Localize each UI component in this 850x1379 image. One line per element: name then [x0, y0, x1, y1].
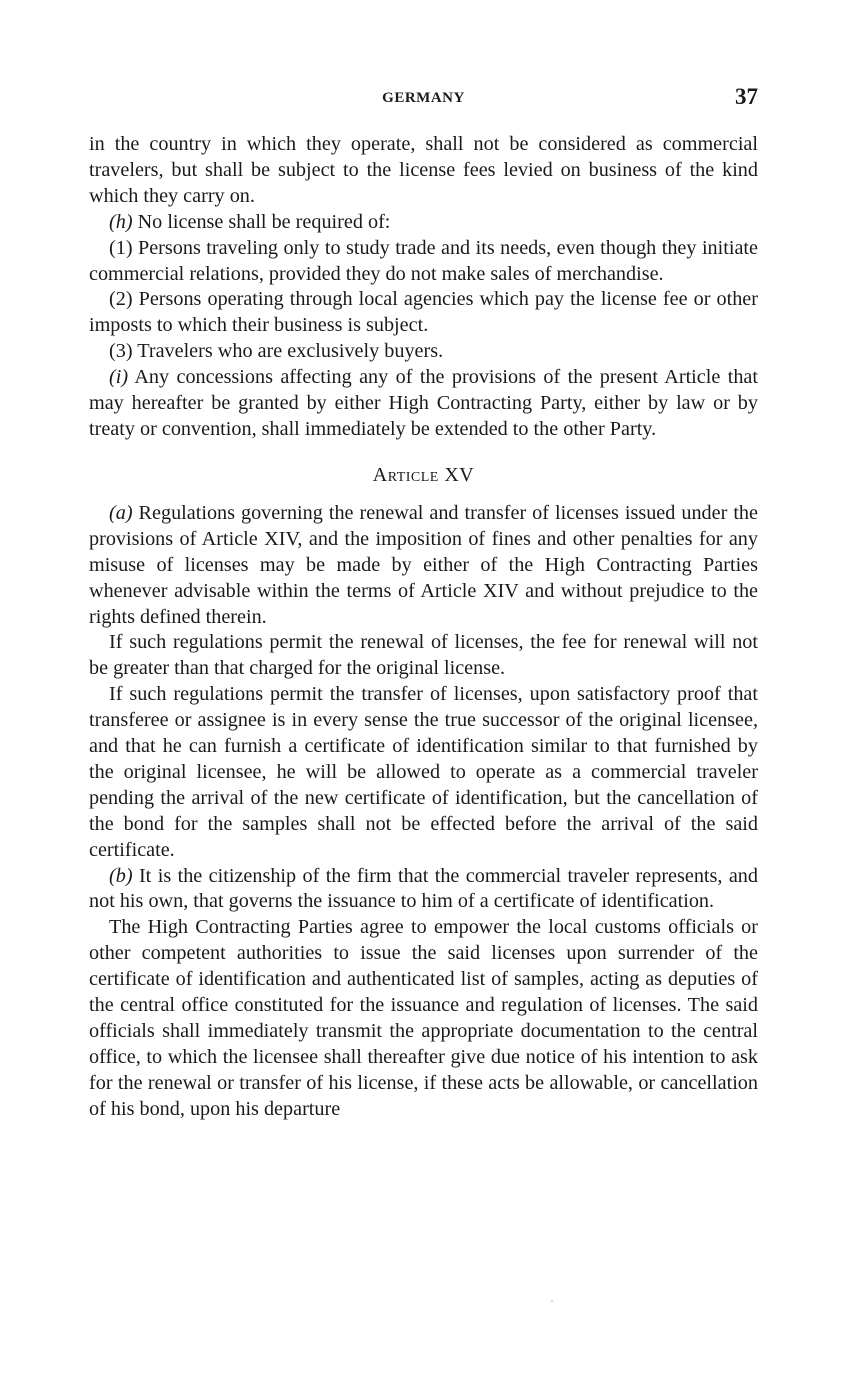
running-title: GERMANY — [382, 90, 465, 106]
page-number: 37 — [735, 84, 758, 109]
paragraph: If such regulations permit the renewal of licenses, the fee for renewal will not be greater than that charged for the original license. — [89, 631, 758, 680]
paragraph — [89, 365, 758, 443]
running-header — [89, 84, 758, 116]
paragraph: (3) Travelers who are exclusively buyers. — [109, 340, 444, 363]
clause-label: (h) — [109, 210, 133, 233]
paragraph: (2) Persons operating through local agencies which pay the license fee or other imposts to which their business is subject. — [89, 288, 758, 337]
paragraph: in the country in which they operate, shall not be considered as commercial travelers, but shall be subject to the license fees levied on business of the kind which they carry on. — [89, 133, 758, 207]
paragraph: The High Contracting Parties agree to empower the local customs officials or other competent authorities to issue the said licenses upon surrender of the certificate of identification and authenticated list of samples, acting as deputies of the central office constituted for the issuance and regulation of licenses. The said officials shall immediately transmit the appropriate documentation to the central office, to which the licensee shall thereafter give due notice of his intention to ask for the renewal or transfer of his license, if these acts be allowable, or cancellation of his bond, upon his departure — [89, 916, 758, 1120]
paragraph: (1) Persons traveling only to study trade and its needs, even though they initiate commercial relations, provided they do not make sales of merchandise. — [89, 236, 758, 285]
paragraph: If such regulations permit the transfer of licenses, upon satisfactory proof that transferee or assignee is in every sense the true successor of the original licensee, and that he can furnish a certificate of identification similar to that furnished by the original licensee, he will be allowed to operate as a commercial traveler pending the arrival of the new certificate of identification, but the cancellation of the bond for the samples shall not be effected before the arrival of the said certificate. — [89, 683, 758, 861]
paper-speck — [551, 1300, 553, 1302]
article-heading: Article XV — [372, 463, 475, 486]
paragraph-text: Regulations governing the renewal and transfer of licenses issued under the provisions of Article XIV, and the imposition of fines and other penalties for any misuse of licenses may be made by either of the High Contracting Parties whenever advisable within the terms of Article XIV and without prejudice to the rights defined therein. — [89, 501, 758, 628]
paragraph — [89, 864, 758, 916]
document-page — [89, 84, 758, 1123]
paragraph — [89, 501, 758, 631]
body-text — [89, 132, 758, 1123]
clause-label: (b) — [109, 864, 133, 887]
paragraph-text: It is the citizenship of the firm that the commercial traveler represents, and not his own, that governs the issuance to him of a certificate of identification. — [89, 864, 758, 913]
paragraph — [89, 210, 758, 236]
paragraph-text: Any concessions affecting any of the provisions of the present Article that may hereafter be granted by either High Contracting Party, either by law or by treaty or convention, shall immediately be extended to the other Party. — [89, 366, 758, 440]
clause-label: (i) — [109, 366, 129, 389]
clause-label: (a) — [109, 501, 133, 524]
paragraph-text: No license shall be required of: — [132, 210, 391, 233]
